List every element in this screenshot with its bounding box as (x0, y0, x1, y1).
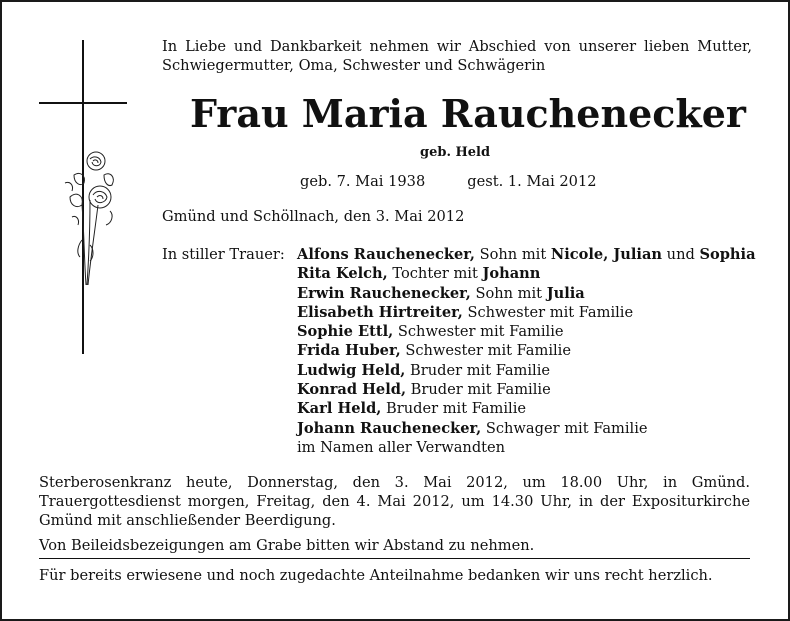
death-date: gest. 1. Mai 2012 (467, 173, 597, 190)
mourner-name: Ludwig Held, (297, 361, 406, 379)
mourner-relation: Schwager mit Familie (481, 419, 648, 437)
mourner-row (297, 303, 757, 322)
condolences-text: Von Beileidsbezeigungen am Grabe bitten wir Abstand zu nehmen. (39, 537, 535, 554)
mourner-relation: Tochter mit (387, 265, 483, 283)
mourner-row (297, 419, 757, 438)
mourner-relation: Bruder mit Familie (406, 381, 551, 399)
mourner-row (297, 361, 757, 380)
mourner-relation: Bruder mit Familie (381, 400, 527, 418)
roses-icon (60, 145, 120, 290)
birth-date: geb. 7. Mai 1938 (300, 173, 426, 190)
mourner-name: Johann Rauchenecker, (297, 419, 482, 437)
mourner-row (297, 264, 757, 283)
mourning-label: In stiller Trauer: (162, 246, 285, 263)
mourner-name: Frida Huber, (297, 342, 401, 360)
mourner-row (297, 245, 757, 264)
mourner-row (297, 380, 757, 399)
mourner-name: Johann (482, 265, 541, 283)
mourner-name: Erwin Rauchenecker, (297, 284, 471, 302)
deceased-name: Frau Maria Rauchenecker (190, 91, 746, 136)
mourner-relation: Schwester mit Familie (393, 323, 564, 341)
mourner-relation: und (662, 246, 700, 263)
mourner-name: Karl Held, (297, 400, 382, 418)
mourner-relation: Sohn mit (470, 284, 547, 302)
mourner-name: Elisabeth Hirtreiter, (297, 303, 463, 321)
mourner-name: Julia (546, 284, 585, 302)
service-text: Sterberosenkranz heute, Donnerstag, den 3. Mai 2012, um 18.00 Uhr, in Gmünd. Trauergottesdienst morgen, Freitag, den 4. Mai 2012, um 14.30 Uhr, in der Expositurkirche Gmünd mit anschließender Beerdigung. (39, 474, 750, 529)
mourner-name: Sophie Ettl, (297, 323, 394, 341)
maiden-name: geb. Held (420, 145, 491, 160)
mourner-relation: Bruder mit Familie (405, 361, 551, 379)
divider (39, 558, 750, 559)
mourner-row (297, 284, 757, 303)
intro-text: In Liebe und Dankbarkeit nehmen wir Abschied von unserer lieben Mutter, Schwiegermutter, Oma, Schwester und Schwägerin (162, 38, 752, 74)
mourner-relation: Schwester mit Familie (400, 342, 571, 360)
mourner-row (297, 322, 757, 341)
mourner-relation: im Namen aller Verwandten (297, 438, 506, 456)
mourner-name: Nicole, Julian (550, 246, 663, 263)
mourner-name: Rita Kelch, (297, 265, 388, 283)
mourners-list (297, 245, 757, 457)
mourner-row (297, 399, 757, 418)
mourner-name: Konrad Held, (297, 381, 407, 399)
mourner-relation: Sohn mit (474, 246, 551, 263)
mourner-name: Alfons Rauchenecker, (297, 246, 475, 263)
place-date: Gmünd und Schöllnach, den 3. Mai 2012 (162, 208, 465, 225)
mourner-row (297, 438, 757, 457)
thanks-text: Für bereits erwiesene und noch zugedachte Anteilnahme bedanken wir uns recht herzlich. (39, 567, 713, 584)
mourner-relation: Schwester mit Familie (462, 303, 634, 321)
mourner-name: Sophia (699, 246, 756, 263)
life-dates (300, 172, 597, 191)
mourner-row (297, 341, 757, 360)
